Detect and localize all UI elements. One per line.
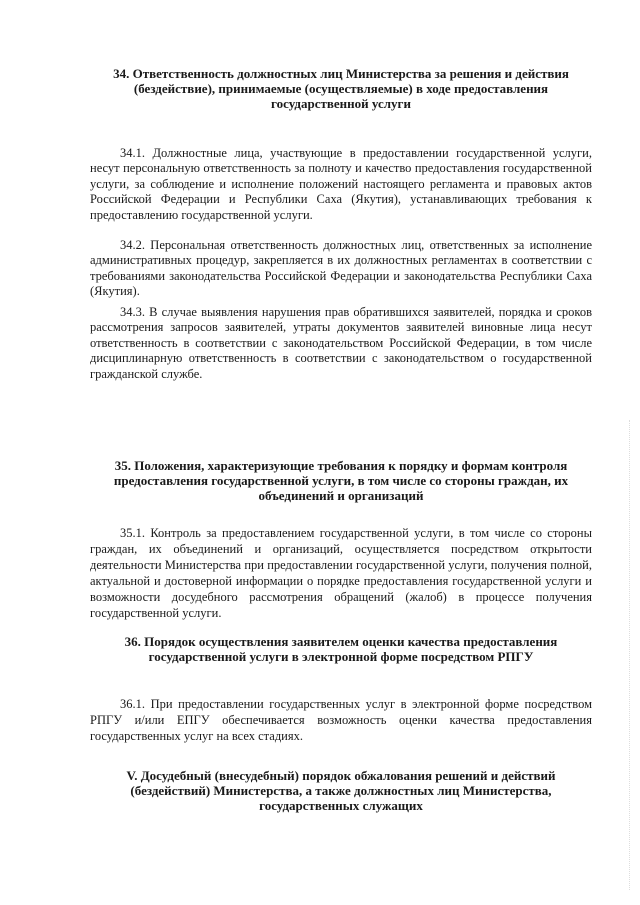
paragraph-34-1: 34.1. Должностные лица, участвующие в предоставлении государственной услуги, несут персональную ответственность за полноту и качество предоставления государственной услуги, за соблюдение и исполнение положений настоящего регламента и правовых актов Российской Федерации и Республики Саха (Якутия), устанавливающих требования к предоставлению государственной услуги. [90,146,592,222]
section-v-heading: V. Досудебный (внесудебный) порядок обжалования решений и действий (бездействий) Министерства, а также должностных лиц Министерства, государственных служащих [126,768,556,813]
paragraph-36-1: 36.1. При предоставлении государственных услуг в электронной форме посредством РПГУ и/или ЕПГУ обеспечивается возможность оценки качества предоставления государственных услуг на всех стадиях. [90,697,592,743]
paragraph-35-1: 35.1. Контроль за предоставлением государственной услуги, в том числе со стороны граждан, их объединений и организаций, осуществляется посредством открытости деятельности Министерства при предоставлении государственной услуги, получения полной, актуальной и достоверной информации о порядке предоставления государственной услуги и возможности досудебного рассмотрения обращений (жалоб) в процессе получения государственной услуги. [90,526,592,620]
paragraph-34-2: 34.2. Персональная ответственность должностных лиц, ответственных за исполнение административных процедур, закрепляется в их должностных регламентах в соответствии с требованиями законодательства Российской Федерации и законодательства Республики Саха (Якутия). [90,238,592,299]
paragraph-34-3: 34.3. В случае выявления нарушения прав обратившихся заявителей, порядка и сроков рассмотрения запросов заявителей, утраты документов заявителей виновные лица несут ответственность в соответствии с законодательством Российской Федерации, в том числе дисциплинарную ответственность в соответствии с законодательством о государственной гражданской службе. [90,305,592,381]
scan-margin-marks [629,420,634,890]
section-35-heading: 35. Положения, характеризующие требования к порядку и формам контроля предоставления государственной услуги, в том числе со стороны граждан, их объединений и организаций [113,458,569,503]
section-36-heading: 36. Порядок осуществления заявителем оценки качества предоставления государственной услуги в электронной форме посредством РПГУ [124,634,558,664]
section-34-heading: 34. Ответственность должностных лиц Министерства за решения и действия (бездействие), принимаемые (осуществляемые) в ходе предоставления государственной услуги [113,66,569,111]
